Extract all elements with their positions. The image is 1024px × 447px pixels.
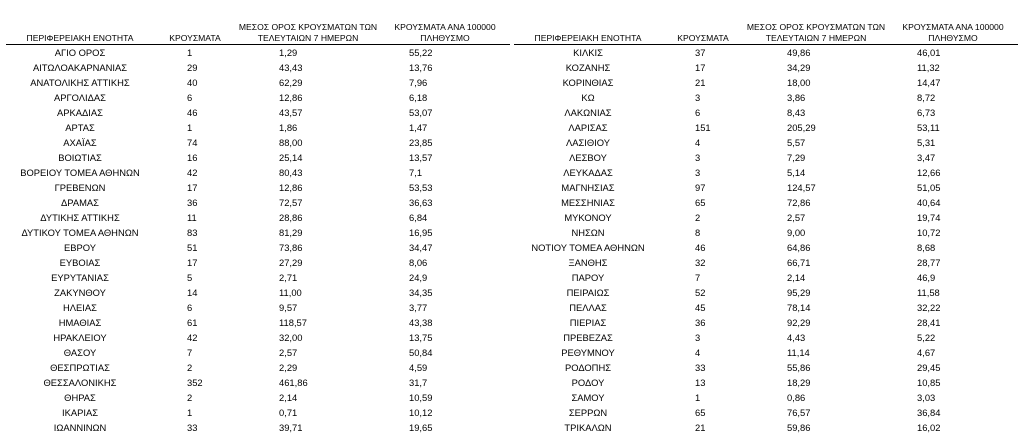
avg7-cell: 59,86: [787, 422, 811, 433]
cases-cell: 151: [695, 122, 711, 133]
avg7-cell: 2,14: [787, 272, 806, 283]
cases-cell: 3: [695, 167, 701, 178]
table-row: [514, 330, 1018, 345]
cases-cell: 1: [187, 122, 193, 133]
avg7-cell: 461,86: [279, 377, 308, 388]
cases-cell: 36: [187, 197, 198, 208]
avg7-cell: 2,29: [279, 362, 298, 373]
region-cell: ΡΕΘΥΜΝΟΥ: [561, 347, 615, 358]
table-row: [6, 255, 510, 270]
avg7-cell: 118,57: [279, 317, 307, 328]
table-row: [6, 165, 510, 180]
region-cell: ΑΝΑΤΟΛΙΚΗΣ ΑΤΤΙΚΗΣ: [30, 77, 130, 88]
cases-cell: 3: [695, 332, 701, 343]
region-cell: ΓΡΕΒΕΝΩΝ: [54, 182, 106, 193]
avg7-cell: 76,57: [787, 407, 811, 418]
per100k-cell: 34,35: [409, 287, 433, 298]
per100k-cell: 53,07: [409, 107, 433, 118]
region-cell: ΛΕΣΒΟΥ: [569, 152, 607, 163]
region-cell: ΘΗΡΑΣ: [64, 392, 96, 403]
cases-cell: 97: [695, 182, 706, 193]
cases-cell: 17: [695, 62, 706, 73]
region-cell: ΝΗΣΩΝ: [571, 227, 605, 238]
per100k-cell: 46,01: [917, 47, 941, 58]
avg7-cell: 2,71: [279, 272, 298, 283]
avg7-cell: 80,43: [279, 167, 303, 178]
table-row: [514, 240, 1018, 255]
table-row: [514, 135, 1018, 150]
avg7-cell: 18,00: [787, 77, 811, 88]
avg7-cell: 55,86: [787, 362, 811, 373]
header-row: [6, 22, 510, 45]
header-per100k: ΚΡΟΥΣΜΑΤΑ ΑΝΑ 100000 ΠΛΗΘΥΣΜΟ: [380, 22, 510, 45]
region-cell: ΒΟΡΕΙΟΥ ΤΟΜΕΑ ΑΘΗΝΩΝ: [20, 167, 140, 178]
cases-cell: 45: [695, 302, 706, 313]
per100k-cell: 28,41: [917, 317, 941, 328]
header-cases: ΚΡΟΥΣΜΑΤΑ: [662, 22, 744, 45]
region-cell: ΗΡΑΚΛΕΙΟΥ: [53, 332, 107, 343]
avg7-cell: 95,29: [787, 287, 811, 298]
cases-table-right: [514, 22, 1018, 435]
cases-cell: 61: [187, 317, 198, 328]
table-row: [514, 210, 1018, 225]
table-row: [6, 315, 510, 330]
avg7-cell: 64,86: [787, 242, 811, 253]
table-row: [514, 75, 1018, 90]
per100k-cell: 19,65: [409, 422, 433, 433]
cases-cell: 46: [187, 107, 198, 118]
table-row: [514, 105, 1018, 120]
per100k-cell: 6,73: [917, 107, 936, 118]
per100k-cell: 23,85: [409, 137, 433, 148]
avg7-cell: 62,29: [279, 77, 303, 88]
avg7-cell: 2,57: [787, 212, 806, 223]
region-cell: ΡΟΔΟΠΗΣ: [564, 362, 612, 373]
table-row: [514, 120, 1018, 135]
region-cell: ΛΑΡΙΣΑΣ: [568, 122, 608, 133]
table-row: [514, 375, 1018, 390]
region-cell: ΠΕΛΛΑΣ: [569, 302, 607, 313]
per100k-cell: 10,85: [917, 377, 941, 388]
region-cell: ΙΚΑΡΙΑΣ: [61, 407, 99, 418]
avg7-cell: 12,86: [279, 92, 303, 103]
cases-cell: 8: [695, 227, 701, 238]
cases-cell: 36: [695, 317, 706, 328]
region-cell: ΜΥΚΟΝΟΥ: [564, 212, 612, 223]
cases-cell: 2: [695, 212, 701, 223]
region-cell: ΡΟΔΟΥ: [571, 377, 605, 388]
avg7-cell: 2,14: [279, 392, 298, 403]
region-cell: ΚΟΖΑΝΗΣ: [565, 62, 611, 73]
per100k-cell: 19,74: [917, 212, 941, 223]
table-row: [514, 345, 1018, 360]
region-cell: ΚΙΛΚΙΣ: [573, 47, 603, 58]
cases-cell: 32: [695, 257, 706, 268]
cases-cell: 83: [187, 227, 198, 238]
table-row: [6, 420, 510, 435]
table-row: [6, 405, 510, 420]
cases-cell: 352: [187, 377, 203, 388]
avg7-cell: 8,43: [787, 107, 806, 118]
avg7-cell: 49,86: [787, 47, 811, 58]
header-avg7: ΜΕΣΟΣ ΟΡΟΣ ΚΡΟΥΣΜΑΤΩΝ ΤΩΝ ΤΕΛΕΥΤΑΙΩΝ 7 ΗΜΕΡΩΝ: [236, 22, 380, 45]
table-row: [6, 330, 510, 345]
cases-cell: 74: [187, 137, 198, 148]
cases-cell: 13: [695, 377, 706, 388]
per100k-cell: 36,63: [409, 197, 433, 208]
per100k-cell: 7,1: [409, 167, 423, 178]
cases-cell: 37: [695, 47, 706, 58]
region-cell: ΑΡΓΟΛΙΔΑΣ: [54, 92, 106, 103]
region-cell: ΖΑΚΥΝΘΟΥ: [54, 287, 106, 298]
per100k-cell: 7,96: [409, 77, 428, 88]
region-cell: ΑΙΤΩΛΟΑΚΑΡΝΑΝΙΑΣ: [32, 62, 128, 73]
avg7-cell: 88,00: [279, 137, 303, 148]
cases-cell: 6: [695, 107, 701, 118]
cases-cell: 65: [695, 407, 706, 418]
header-avg7: ΜΕΣΟΣ ΟΡΟΣ ΚΡΟΥΣΜΑΤΩΝ ΤΩΝ ΤΕΛΕΥΤΑΙΩΝ 7 ΗΜΕΡΩΝ: [744, 22, 888, 45]
region-cell: ΘΕΣΠΡΩΤΙΑΣ: [50, 362, 110, 373]
cases-cell: 7: [187, 347, 193, 358]
avg7-cell: 78,14: [787, 302, 811, 313]
table-row: [6, 270, 510, 285]
per100k-cell: 13,75: [409, 332, 433, 343]
per100k-cell: 13,76: [409, 62, 433, 73]
region-cell: ΜΑΓΝΗΣΙΑΣ: [561, 182, 615, 193]
table-row: [6, 225, 510, 240]
table-row: [514, 45, 1018, 61]
avg7-cell: 27,29: [279, 257, 303, 268]
table-row: [514, 165, 1018, 180]
per100k-cell: 4,67: [917, 347, 936, 358]
table-row: [514, 300, 1018, 315]
region-cell: ΑΡΚΑΔΙΑΣ: [57, 107, 103, 118]
cases-cell: 33: [187, 422, 198, 433]
per100k-cell: 6,84: [409, 212, 428, 223]
region-cell: ΕΥΡΥΤΑΝΙΑΣ: [51, 272, 109, 283]
region-cell: ΚΩ: [581, 92, 595, 103]
per100k-cell: 34,47: [409, 242, 433, 253]
avg7-cell: 66,71: [787, 257, 811, 268]
region-cell: ΜΕΣΣΗΝΙΑΣ: [561, 197, 615, 208]
header-cases: ΚΡΟΥΣΜΑΤΑ: [154, 22, 236, 45]
per100k-cell: 3,03: [917, 392, 936, 403]
per100k-cell: 8,68: [917, 242, 936, 253]
avg7-cell: 72,86: [787, 197, 811, 208]
per100k-cell: 3,47: [917, 152, 936, 163]
cases-cell: 1: [187, 407, 193, 418]
per100k-cell: 8,06: [409, 257, 428, 268]
per100k-cell: 3,77: [409, 302, 428, 313]
avg7-cell: 7,29: [787, 152, 806, 163]
avg7-cell: 92,29: [787, 317, 811, 328]
per100k-cell: 10,59: [409, 392, 433, 403]
region-cell: ΔΥΤΙΚΗΣ ΑΤΤΙΚΗΣ: [40, 212, 120, 223]
table-row: [514, 315, 1018, 330]
avg7-cell: 9,00: [787, 227, 806, 238]
table-row: [514, 180, 1018, 195]
cases-cell: 40: [187, 77, 198, 88]
table-row: [6, 45, 510, 61]
avg7-cell: 11,00: [279, 287, 302, 298]
per100k-cell: 14,47: [917, 77, 941, 88]
table-row: [6, 360, 510, 375]
region-cell: ΛΑΣΙΘΙΟΥ: [565, 137, 611, 148]
avg7-cell: 81,29: [279, 227, 303, 238]
region-cell: ΠΕΙΡΑΙΩΣ: [566, 287, 610, 298]
avg7-cell: 34,29: [787, 62, 811, 73]
cases-cell: 6: [187, 302, 193, 313]
avg7-cell: 0,71: [279, 407, 298, 418]
region-cell: ΕΥΒΟΙΑΣ: [59, 257, 101, 268]
header-region: ΠΕΡΙΦΕΡΕΙΑΚΗ ΕΝΟΤΗΤΑ: [514, 22, 662, 45]
avg7-cell: 28,86: [279, 212, 303, 223]
region-cell: ΒΟΙΩΤΙΑΣ: [58, 152, 102, 163]
table-row: [514, 255, 1018, 270]
per100k-cell: 46,9: [917, 272, 936, 283]
per100k-cell: 5,31: [917, 137, 936, 148]
per100k-cell: 4,59: [409, 362, 428, 373]
region-cell: ΑΓΙΟ ΟΡΟΣ: [54, 47, 106, 58]
region-cell: ΤΡΙΚΑΛΩΝ: [564, 422, 612, 433]
region-cell: ΛΑΚΩΝΙΑΣ: [564, 107, 612, 118]
cases-table-left: [6, 22, 510, 435]
per100k-cell: 12,66: [917, 167, 941, 178]
per100k-cell: 36,84: [917, 407, 941, 418]
per100k-cell: 40,64: [917, 197, 941, 208]
cases-cell: 3: [695, 152, 701, 163]
table-row: [6, 60, 510, 75]
region-cell: ΘΕΣΣΑΛΟΝΙΚΗΣ: [43, 377, 117, 388]
region-cell: ΞΑΝΘΗΣ: [568, 257, 608, 268]
region-cell: ΗΛΕΙΑΣ: [63, 302, 97, 313]
table-row: [514, 270, 1018, 285]
table-row: [6, 150, 510, 165]
cases-cell: 2: [187, 392, 193, 403]
table-row: [6, 285, 510, 300]
header-per100k: ΚΡΟΥΣΜΑΤΑ ΑΝΑ 100000 ΠΛΗΘΥΣΜΟ: [888, 22, 1018, 45]
region-cell: ΣΕΡΡΩΝ: [568, 407, 608, 418]
region-cell: ΔΡΑΜΑΣ: [61, 197, 99, 208]
region-cell: ΚΟΡΙΝΘΙΑΣ: [562, 77, 614, 88]
table-row: [514, 420, 1018, 435]
table-row: [6, 120, 510, 135]
table-row: [514, 285, 1018, 300]
cases-cell: 1: [695, 392, 701, 403]
per100k-cell: 6,18: [409, 92, 428, 103]
cases-cell: 51: [187, 242, 198, 253]
cases-cell: 17: [187, 257, 198, 268]
region-cell: ΝΟΤΙΟΥ ΤΟΜΕΑ ΑΘΗΝΩΝ: [531, 242, 645, 253]
table-row: [6, 105, 510, 120]
cases-cell: 4: [695, 137, 701, 148]
table-row: [6, 195, 510, 210]
table-row: [6, 240, 510, 255]
per100k-cell: 53,53: [409, 182, 433, 193]
header-region: ΠΕΡΙΦΕΡΕΙΑΚΗ ΕΝΟΤΗΤΑ: [6, 22, 154, 45]
per100k-cell: 28,77: [917, 257, 941, 268]
avg7-cell: 43,43: [279, 62, 303, 73]
cases-cell: 3: [695, 92, 701, 103]
cases-cell: 16: [187, 152, 198, 163]
table-row: [6, 390, 510, 405]
table-row: [514, 195, 1018, 210]
region-cell: ΗΜΑΘΙΑΣ: [58, 317, 102, 328]
table-row: [514, 360, 1018, 375]
header-row: [514, 22, 1018, 45]
per100k-cell: 8,72: [917, 92, 936, 103]
region-cell: ΠΑΡΟΥ: [571, 272, 605, 283]
per100k-cell: 29,45: [917, 362, 941, 373]
avg7-cell: 124,57: [787, 182, 816, 193]
avg7-cell: 5,14: [787, 167, 806, 178]
avg7-cell: 4,43: [787, 332, 806, 343]
region-cell: ΛΕΥΚΑΔΑΣ: [563, 167, 613, 178]
avg7-cell: 43,57: [279, 107, 303, 118]
table-row: [6, 135, 510, 150]
per100k-cell: 11,32: [917, 62, 940, 73]
avg7-cell: 205,29: [787, 122, 816, 133]
cases-cell: 6: [187, 92, 193, 103]
per100k-cell: 16,95: [409, 227, 433, 238]
per100k-cell: 50,84: [409, 347, 433, 358]
avg7-cell: 73,86: [279, 242, 303, 253]
per100k-cell: 43,38: [409, 317, 433, 328]
region-cell: ΙΩΑΝΝΙΝΩΝ: [53, 422, 107, 433]
region-cell: ΔΥΤΙΚΟΥ ΤΟΜΕΑ ΑΘΗΝΩΝ: [21, 227, 139, 238]
cases-cell: 33: [695, 362, 706, 373]
region-cell: ΠΡΕΒΕΖΑΣ: [563, 332, 613, 343]
region-cell: ΘΑΣΟΥ: [63, 347, 97, 358]
table-row: [6, 75, 510, 90]
region-cell: ΠΙΕΡΙΑΣ: [569, 317, 607, 328]
avg7-cell: 3,86: [787, 92, 806, 103]
per100k-cell: 10,12: [409, 407, 433, 418]
avg7-cell: 1,29: [279, 47, 298, 58]
avg7-cell: 9,57: [279, 302, 298, 313]
per100k-cell: 55,22: [409, 47, 433, 58]
avg7-cell: 5,57: [787, 137, 806, 148]
table-row: [514, 90, 1018, 105]
cases-cell: 1: [187, 47, 193, 58]
per100k-cell: 13,57: [409, 152, 433, 163]
table-row: [6, 375, 510, 390]
cases-cell: 21: [695, 77, 706, 88]
avg7-cell: 32,00: [279, 332, 303, 343]
region-cell: ΣΑΜΟΥ: [571, 392, 605, 403]
avg7-cell: 25,14: [279, 152, 303, 163]
per100k-cell: 24,9: [409, 272, 428, 283]
cases-cell: 42: [187, 167, 198, 178]
cases-cell: 42: [187, 332, 198, 343]
region-cell: ΑΧΑΪΑΣ: [63, 137, 97, 148]
cases-cell: 65: [695, 197, 706, 208]
per100k-cell: 10,72: [917, 227, 941, 238]
avg7-cell: 1,86: [279, 122, 298, 133]
per100k-cell: 51,05: [917, 182, 941, 193]
per100k-cell: 5,22: [917, 332, 936, 343]
table-row: [514, 405, 1018, 420]
avg7-cell: 72,57: [279, 197, 303, 208]
table-row: [6, 90, 510, 105]
cases-cell: 11: [187, 212, 197, 223]
cases-cell: 29: [187, 62, 198, 73]
table-row: [6, 300, 510, 315]
cases-cell: 46: [695, 242, 706, 253]
table-row: [514, 60, 1018, 75]
avg7-cell: 18,29: [787, 377, 811, 388]
cases-cell: 5: [187, 272, 193, 283]
per100k-cell: 31,7: [409, 377, 428, 388]
avg7-cell: 2,57: [279, 347, 298, 358]
region-cell: ΑΡΤΑΣ: [65, 122, 95, 133]
per100k-cell: 32,22: [917, 302, 941, 313]
per100k-cell: 16,02: [917, 422, 941, 433]
per100k-cell: 53,11: [917, 122, 940, 133]
cases-cell: 21: [695, 422, 706, 433]
avg7-cell: 12,86: [279, 182, 303, 193]
table-row: [6, 345, 510, 360]
per100k-cell: 11,58: [917, 287, 940, 298]
avg7-cell: 39,71: [279, 422, 303, 433]
table-row: [514, 390, 1018, 405]
table-row: [514, 225, 1018, 240]
table-row: [514, 150, 1018, 165]
cases-cell: 4: [695, 347, 701, 358]
cases-cell: 2: [187, 362, 193, 373]
region-cell: ΕΒΡΟΥ: [63, 242, 96, 253]
cases-cell: 14: [187, 287, 198, 298]
table-row: [6, 180, 510, 195]
per100k-cell: 1,47: [409, 122, 428, 133]
cases-cell: 17: [187, 182, 198, 193]
avg7-cell: 0,86: [787, 392, 806, 403]
avg7-cell: 11,14: [787, 347, 810, 358]
cases-cell: 52: [695, 287, 706, 298]
cases-cell: 7: [695, 272, 701, 283]
table-row: [6, 210, 510, 225]
